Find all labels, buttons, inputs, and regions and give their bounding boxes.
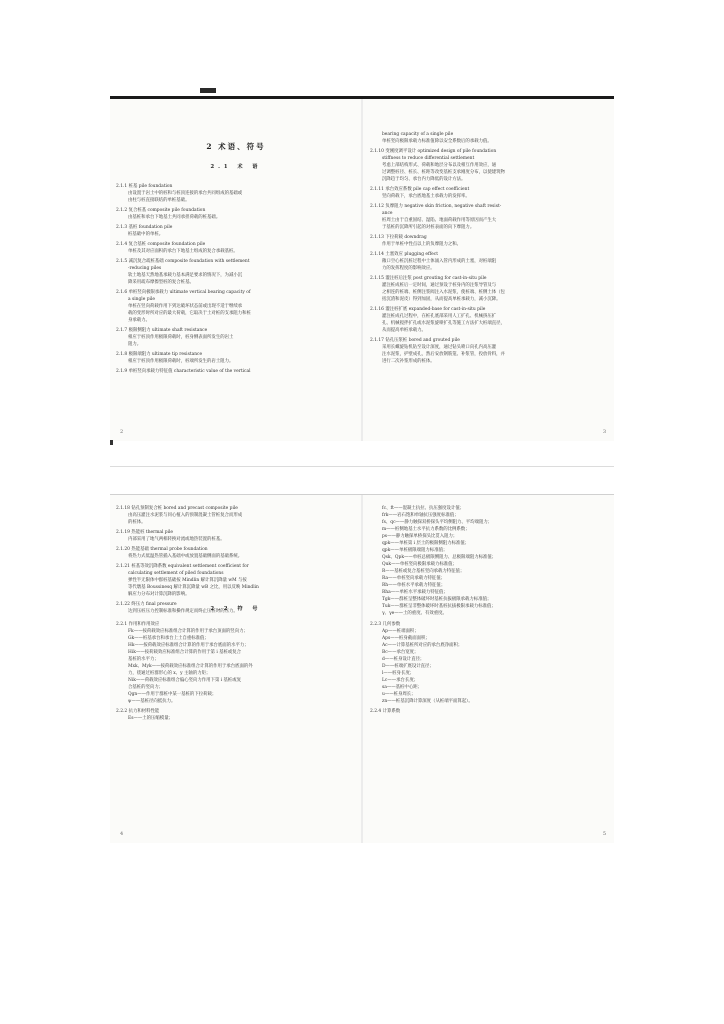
page-number: 5 — [602, 831, 606, 837]
book-gutter — [361, 99, 363, 441]
text-line: Bc——承台宽度； — [382, 650, 419, 655]
text-line: 竖向荷载下，承台底地基土承载力的发挥率。 — [382, 194, 470, 199]
text-line: 2.1.13 下拉荷载 downdrag — [370, 235, 427, 240]
text-line: 由设置于岩土中的桩和与桩顶连接的承台共同组成的基础或 — [128, 191, 243, 196]
text-line: 作用于单桩中性点以上的负摩阻力之和。 — [382, 242, 462, 247]
page-5 — [370, 495, 610, 843]
text-line: 桩基础中的单桩。 — [128, 232, 164, 237]
text-line: 2.1.18 钻孔预制复合桩 bored and precast composite pile — [116, 506, 238, 511]
text-line: 2.1.2 复合桩基 composite pile foundation — [116, 208, 206, 213]
terms-text-page-4 — [116, 505, 356, 615]
text-line: frk——岩石饱和单轴抗压强度标准值； — [382, 513, 459, 518]
text-line: 孔、机械搅拌扩孔或水泥浆旋喷扩孔等施工方法扩大桩端直径， — [382, 321, 505, 326]
page-number: 2 — [120, 429, 124, 435]
symbols-text-page-5b — [370, 621, 610, 715]
text-line: 之相连的桩端、桩侧注浆阀注入水泥浆，使桩端、桩侧土体（包 — [382, 290, 505, 295]
text-line: 达到压桩压力控制标准和操作规定而终止压桩时的压力。 — [128, 609, 238, 614]
text-line: ps——静力触探单桥探头比贯入阻力； — [382, 534, 458, 539]
text-line: fc、ft——混凝土抗拉、抗压强度设计值； — [382, 506, 465, 511]
text-line: 2.1.21 桩基等效沉降系数 equivalent settlement coefficient for — [116, 564, 249, 569]
text-line: 2.1.15 灌注桩后注浆 post grouting for cast-in-situ pile — [370, 276, 487, 281]
book-gutter — [361, 495, 363, 843]
book-spread-pages-4-5 — [110, 494, 614, 843]
text-line: Es——土的压缩模量； — [128, 716, 173, 721]
section-title-terms: 2.1 术 语 — [210, 164, 262, 170]
text-line: 采用长螺旋钻机钻至设计深度，通过钻头喷口向孔内高压灌 — [382, 345, 497, 350]
section-title-symbols: 2.2 符 号 — [210, 606, 262, 612]
text-line: 桩周土由于自重固结、湿陷、地面荷载作用等原因而产生大 — [382, 218, 497, 223]
text-line: 2.1.5 减沉复合疏桩基础 composite foundation with settlement — [116, 259, 250, 264]
text-line: 载的变形时所对应的最大荷载，它取决于土对桩的支承阻力和桩 — [128, 311, 251, 316]
text-line: 2.2.4 计算系数 — [370, 709, 401, 714]
text-line: qpk——单桩极限端阻力标准值； — [382, 548, 448, 553]
page-2 — [116, 99, 356, 441]
text-line: 内部采用了地气两相转换对流或地热装置的桩基。 — [128, 537, 225, 542]
text-line: ance — [382, 211, 393, 216]
text-line: 2.1.3 基桩 foundation pile — [116, 225, 173, 230]
text-line: 进行二次补浆形成的桩体。 — [382, 359, 435, 364]
text-line: Qsk、Qpk——单桩总极限侧阻力、总极限端阻力标准值； — [382, 555, 497, 560]
text-line: bearing capacity of a single pile — [382, 132, 454, 137]
text-line: 由高压灌注水泥浆与同心植入的预制混凝土管桩复合而形成 — [128, 513, 243, 518]
text-line: 2.1.9 单桩竖向承载力特征值 characteristic value of the vertical — [116, 369, 251, 374]
text-line: D——桩端扩底设计直径； — [382, 664, 434, 669]
text-line: Ra——单桩竖向承载力特征值； — [382, 576, 446, 581]
text-line: 力，绕通过桩群形心的 x、y 主轴的力矩； — [128, 671, 211, 676]
text-line: 由基桩和承台下地基土共同承担荷载的桩基础。 — [128, 215, 221, 220]
book-spread-pages-2-3 — [110, 96, 614, 441]
text-line: 单桩及其对应面积的承台下地基土组成的复合承载基桩。 — [128, 249, 238, 254]
text-line: Ap——桩端面积； — [382, 629, 419, 634]
text-line: 从而提高单桩承载力。 — [382, 328, 426, 333]
text-line: Aps——桩身截面面积； — [382, 636, 430, 641]
text-line: u——桩身周长； — [382, 692, 416, 697]
text-line: Rh——单桩水平承载力特征值； — [382, 583, 446, 588]
text-line: zn——桩基沉降计算深度（从桩端平面算起）。 — [382, 699, 473, 704]
text-line: 2.1.7 极限侧阻力 ultimate shaft resistance — [116, 328, 208, 333]
symbols-text-page-4 — [116, 621, 356, 722]
text-line: 基桩的水平力； — [128, 657, 159, 662]
text-line: 灌注桩成孔过程中，在桩孔底部采用人工扩孔、机械挤压扩 — [382, 314, 497, 319]
text-line: -reducing piles — [128, 266, 162, 271]
text-line: 2.1.19 热能桩 thermal pile — [116, 530, 174, 535]
text-line: 2.2.1 作用和作用效应 — [116, 622, 160, 627]
text-line: fs、qc——静力触探双桥探头平均侧阻力、平均端阻力； — [382, 520, 493, 525]
text-line: R——基桩或复合基桩竖向承载力特征值； — [382, 569, 465, 574]
text-line: 沉降趋于均匀、承台内力降低的设计方法。 — [382, 177, 466, 182]
text-line: ψ——基桩径向抵抗力。 — [128, 699, 176, 704]
text-line: 括沉渣和泥皮）得到加固，从而提高单桩承载力，减小沉降。 — [382, 297, 501, 302]
text-line: 将热力式低温热管插入基础中或放置基础侧面的基础系统。 — [128, 554, 243, 559]
text-line: 2.1.17 钻孔压浆桩 bored and grouted pile — [370, 338, 460, 343]
text-line: Tuk——群桩呈非整体破坏时基桩抗拔极限承载力标准值； — [382, 604, 496, 609]
terms-text-page-2 — [116, 183, 356, 375]
page-number: 4 — [120, 831, 124, 837]
text-line: 于基桩的沉降所引起的对桩表面的向下摩阻力。 — [382, 225, 475, 230]
text-line: γ、γe——土的重度、有效重度。 — [382, 611, 447, 616]
text-line: 相应于桩顶作用极限荷载时，桩身侧表面所发生的岩土 — [128, 335, 234, 340]
text-line: 灌注桩成桩后一定时间，通过预设于桩身内的注浆导管及与 — [382, 283, 497, 288]
text-line: stiffness to reduce differential settlement — [382, 156, 475, 161]
text-line: Rha——单桩水平承载力特征值； — [382, 590, 448, 595]
text-line: 降采用疏布摩擦型桩的复合桩基。 — [128, 280, 194, 285]
text-line: 身承载力。 — [128, 318, 150, 323]
text-line: 过调整桩径、桩长、桩距等改变基桩支承刚度分布，以使建筑物 — [382, 170, 505, 175]
text-line: 敞口空心桩沉桩过程中土体涌入管内形成的土塞，对桩端阻 — [382, 259, 497, 264]
text-line: Fk——按荷载效应标准组合计算的作用于承台顶面的竖向力； — [128, 629, 248, 634]
text-line: 弹性半无限体中群桩基础按 Mindlin 解计算沉降量 wM 与按 — [128, 578, 247, 583]
text-line: 2.1.10 变刚度调平设计 optimized design of pile foundation — [370, 149, 497, 154]
text-line: 2.1.4 复合基桩 composite foundation pile — [116, 242, 206, 247]
scan-mark-edge — [110, 440, 113, 445]
text-line: 2.1.8 极限端阻力 ultimate tip resistance — [116, 352, 203, 357]
text-line: 的桩体。 — [128, 520, 146, 525]
text-line: Nik——荷载效应标准组合偏心竖向力作用下第 i 基桩或复 — [128, 678, 242, 683]
text-line: a single pile — [128, 297, 155, 302]
scan-separator — [110, 466, 614, 467]
text-line: m——桩侧地基土水平抗力系数的比例系数； — [382, 527, 470, 532]
text-line: 2.2.2 抗力和材料性能 — [116, 709, 160, 714]
text-line: Hik——按荷载效应标准组合计算的作用于第 i 基桩或复合 — [128, 650, 242, 655]
text-line: 2.1.22 终压力 final pressure — [116, 602, 177, 607]
chapter-title: 2 术语、符号 — [206, 142, 266, 151]
terms-text-page-3 — [370, 131, 610, 365]
text-line: 2.1.1 桩基 pile foundation — [116, 184, 173, 189]
text-line: 2.1.12 负摩阻力 negative skin friction, negative shaft resist- — [370, 204, 502, 209]
text-line: 2.1.6 单桩竖向极限承载力 ultimate vertical bearing capacity of — [116, 290, 251, 295]
text-line: Quk——单桩竖向极限承载力标准值； — [382, 562, 457, 567]
text-line: 相应于桩顶作用极限荷载时，桩端所发生的岩土阻力。 — [128, 359, 234, 364]
text-line: qpk——单桩第 i 层土的极限侧阻力标准值； — [382, 541, 470, 546]
page-3 — [370, 99, 610, 441]
text-line: 单桩竖向极限承载力标准值除以安全系数后的承载力值。 — [382, 139, 492, 144]
text-line: 2.1.20 热能基础 thermal probe foundation — [116, 547, 208, 552]
text-line: 力的发挥程度的影响效应。 — [382, 266, 435, 271]
text-line: Hk——按荷载效应标准组合计算的作用于承台底面的水平力； — [128, 643, 249, 648]
text-line: 2.1.16 灌注桩扩底 expanded-base for cast-in-situ pile — [370, 307, 486, 312]
text-line: Qgn——作用于群桩中某一基桩的下拉荷载； — [128, 692, 217, 697]
text-line: Gk——桩基承台和承台上土自重标准值； — [128, 636, 209, 641]
text-line: 阻力。 — [128, 342, 142, 347]
text-line: 2.1.14 土塞效应 plugging effect — [370, 252, 438, 257]
text-line: 2.1.11 承台效应系数 pile cap effect coefficient — [370, 187, 470, 192]
symbols-text-page-5a — [370, 505, 610, 617]
page-number: 3 — [602, 429, 606, 435]
text-line: Tgk——群桩呈整体破坏时基桩抗拔极限承载力标准值； — [382, 597, 492, 602]
text-line: l——桩身长度； — [382, 671, 415, 676]
text-line: 单桩在竖向荷载作用下到达破坏状态前或出现不适于继续承 — [128, 304, 243, 309]
text-line: Ac——计算基桩所对应的承台底净面积； — [382, 643, 463, 648]
text-line: 解应力分布对计算沉降的影响。 — [128, 592, 190, 597]
text-line: Lc——承台长度； — [382, 678, 419, 683]
text-line: 注水泥浆，护壁成孔，然后安放钢筋笼、补浆管，投放骨料，并 — [382, 352, 505, 357]
scan-mark-top — [200, 88, 216, 93]
text-line: Mxk、Myk——按荷载效应标准组合计算的作用于承台底面的外 — [128, 664, 253, 669]
text-line: 等代墩基 Boussinesq 解计算沉降量 wB 之比，用以反映 Mindlin — [128, 585, 259, 590]
text-line: 由柱与桩直接联结的单桩基础。 — [128, 198, 190, 203]
text-line: 合基桩的竖向力； — [128, 685, 164, 690]
text-line: 考虑上部结构形式、荷载和地层分布以及相互作用效应，通 — [382, 163, 497, 168]
text-line: sa——基桩中心距； — [382, 685, 422, 690]
text-line: d——桩身设计直径； — [382, 657, 425, 662]
text-line: 软土地基天然地基承载力基本满足要求的情况下，为减小沉 — [128, 273, 243, 278]
text-line: 2.2.3 几何参数 — [370, 622, 401, 627]
text-line: calculating settlement of piled foundations — [128, 571, 224, 576]
page-4 — [116, 495, 356, 843]
